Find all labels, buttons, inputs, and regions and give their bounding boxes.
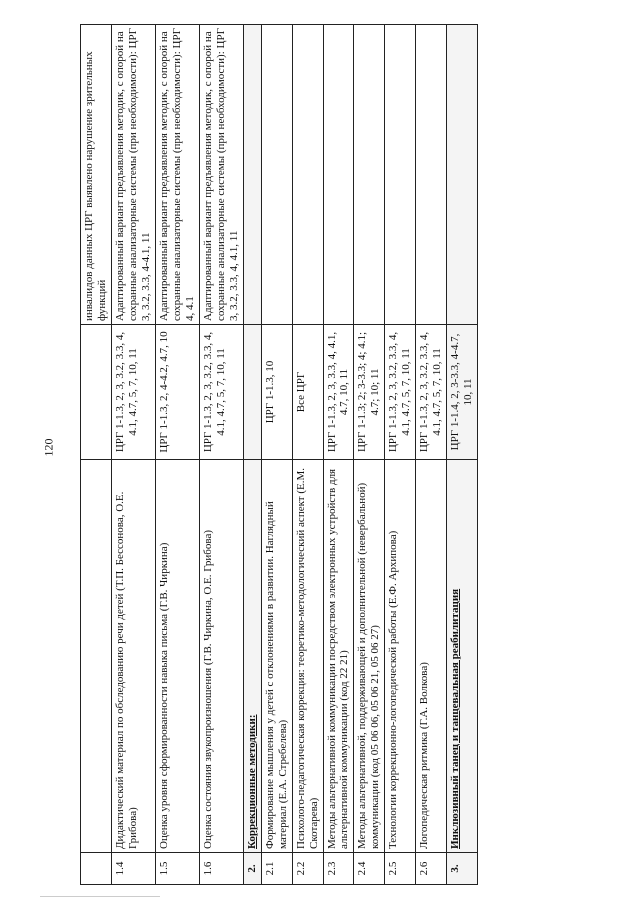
target-groups: ЦРГ 1-1.3, 2, 3, 3.3, 4, 4.1, 4.7, 10, 11 (323, 325, 354, 460)
method-name: Психолого-педагогическая коррекция: теоретико-методологический аспект (Е.М. Скотарева) (292, 460, 323, 853)
method-name: Дидактический материал по обследованию речи детей (Т.П. Бессонова, О.Е. Грибова) (111, 460, 155, 853)
page-number: 120 (41, 438, 56, 457)
method-name: Инклюзивный танец и танцевальная реабилитация (447, 460, 478, 853)
target-groups: ЦРГ 1-1.3, 2, 3, 3.2, 3.3, 4, 4.1, 4.7, 5, 7, 10, 11 (199, 325, 243, 460)
scan-artifact (40, 896, 160, 897)
section-heading-row (243, 25, 261, 885)
method-name: Логопедическая ритмика (Г.А. Волкова) (416, 460, 447, 853)
row-number (81, 853, 112, 885)
target-groups: ЦРГ 1-1.3; 2; 3-3.3; 4; 4.1; 4.7; 10; 11 (354, 325, 385, 460)
target-groups: Все ЦРГ (292, 325, 323, 460)
adaptation-notes (416, 25, 447, 325)
method-name (81, 460, 112, 853)
target-groups: ЦРГ 1-1.3, 2, 3, 3.2, 3.3, 4, 4.1, 4.7, 5, 7, 10, 11 (385, 325, 416, 460)
row-number: 2.6 (416, 853, 447, 885)
rotated-content (80, 25, 640, 885)
method-name: Оценка уровня сформированности навыка письма (Г.В. Чиркина) (155, 460, 199, 853)
table-row (199, 25, 243, 885)
row-number: 1.4 (111, 853, 155, 885)
rotated-page (80, 25, 640, 885)
methods-table (80, 24, 478, 885)
row-number: 3. (447, 853, 478, 885)
adaptation-notes: Адаптированный вариант предъявления методик, с опорой на сохранные анализаторные системы (при необходимости): ЦРГ 3, 3.2, 3.3, 4-4.1, 11 (111, 25, 155, 325)
table-row (385, 25, 416, 885)
adaptation-notes (354, 25, 385, 325)
adaptation-notes (261, 25, 292, 325)
adaptation-notes: Адаптированный вариант предъявления методик, с опорой на сохранные анализаторные системы (при необходимости): ЦРГ 4, 4.1 (155, 25, 199, 325)
adaptation-notes (243, 25, 261, 325)
row-number: 2.1 (261, 853, 292, 885)
method-name: Методы альтернативной коммуникации посредством электронных устройств для альтернативной коммуникации (код 22 21) (323, 460, 354, 853)
table-row (155, 25, 199, 885)
table-row (323, 25, 354, 885)
section-heading-row (447, 25, 478, 885)
row-number: 2.3 (323, 853, 354, 885)
method-name: Коррекционные методики: (243, 460, 261, 853)
target-groups: ЦРГ 1-1.3, 10 (261, 325, 292, 460)
target-groups: ЦРГ 1-1.3, 2, 3, 3.2, 3.3, 4, 4.1, 4.7, 5, 7, 10, 11 (111, 325, 155, 460)
adaptation-notes: Адаптированный вариант предъявления методик, с опорой на сохранные анализаторные системы (при необходимости): ЦРГ 3, 3.2, 3.3, 4, 4.1, 11 (199, 25, 243, 325)
adaptation-notes (385, 25, 416, 325)
method-name: Методы альтернативной, поддерживающей и дополнительной (невербальной) коммуникации (код 05 06 06, 05 06 21, 05 06 27) (354, 460, 385, 853)
table-row (261, 25, 292, 885)
target-groups: ЦРГ 1-1.4, 2, 3-3.3, 4-4.7, 10, 11 (447, 325, 478, 460)
row-number: 1.5 (155, 853, 199, 885)
method-name: Оценка состояния звукопроизношения (Г.В. Чиркина, О.Е. Грибова) (199, 460, 243, 853)
method-name: Формирование мышления у детей с отклонениями в развитии. Наглядный материал (Е.А. Стребелева) (261, 460, 292, 853)
table-row (416, 25, 447, 885)
table-row (111, 25, 155, 885)
table-row (81, 25, 112, 885)
target-groups: ЦРГ 1-1.3, 2, 3, 3.2, 3.3, 4, 4.1, 4.7, 5, 7, 10, 11 (416, 325, 447, 460)
table-row (292, 25, 323, 885)
row-number: 2.2 (292, 853, 323, 885)
target-groups (81, 325, 112, 460)
target-groups (243, 325, 261, 460)
adaptation-notes: инвалидов данных ЦРГ выявлено нарушение зрительных функций (81, 25, 112, 325)
method-name: Технологии коррекционно-логопедической работы (Е.Ф. Архипова) (385, 460, 416, 853)
row-number: 2.4 (354, 853, 385, 885)
adaptation-notes (292, 25, 323, 325)
table-row (354, 25, 385, 885)
row-number: 1.6 (199, 853, 243, 885)
methods-table-body (81, 25, 478, 885)
adaptation-notes (447, 25, 478, 325)
adaptation-notes (323, 25, 354, 325)
row-number: 2. (243, 853, 261, 885)
target-groups: ЦРГ 1-1.3, 2, 4-4.2, 4.7, 10 (155, 325, 199, 460)
row-number: 2.5 (385, 853, 416, 885)
